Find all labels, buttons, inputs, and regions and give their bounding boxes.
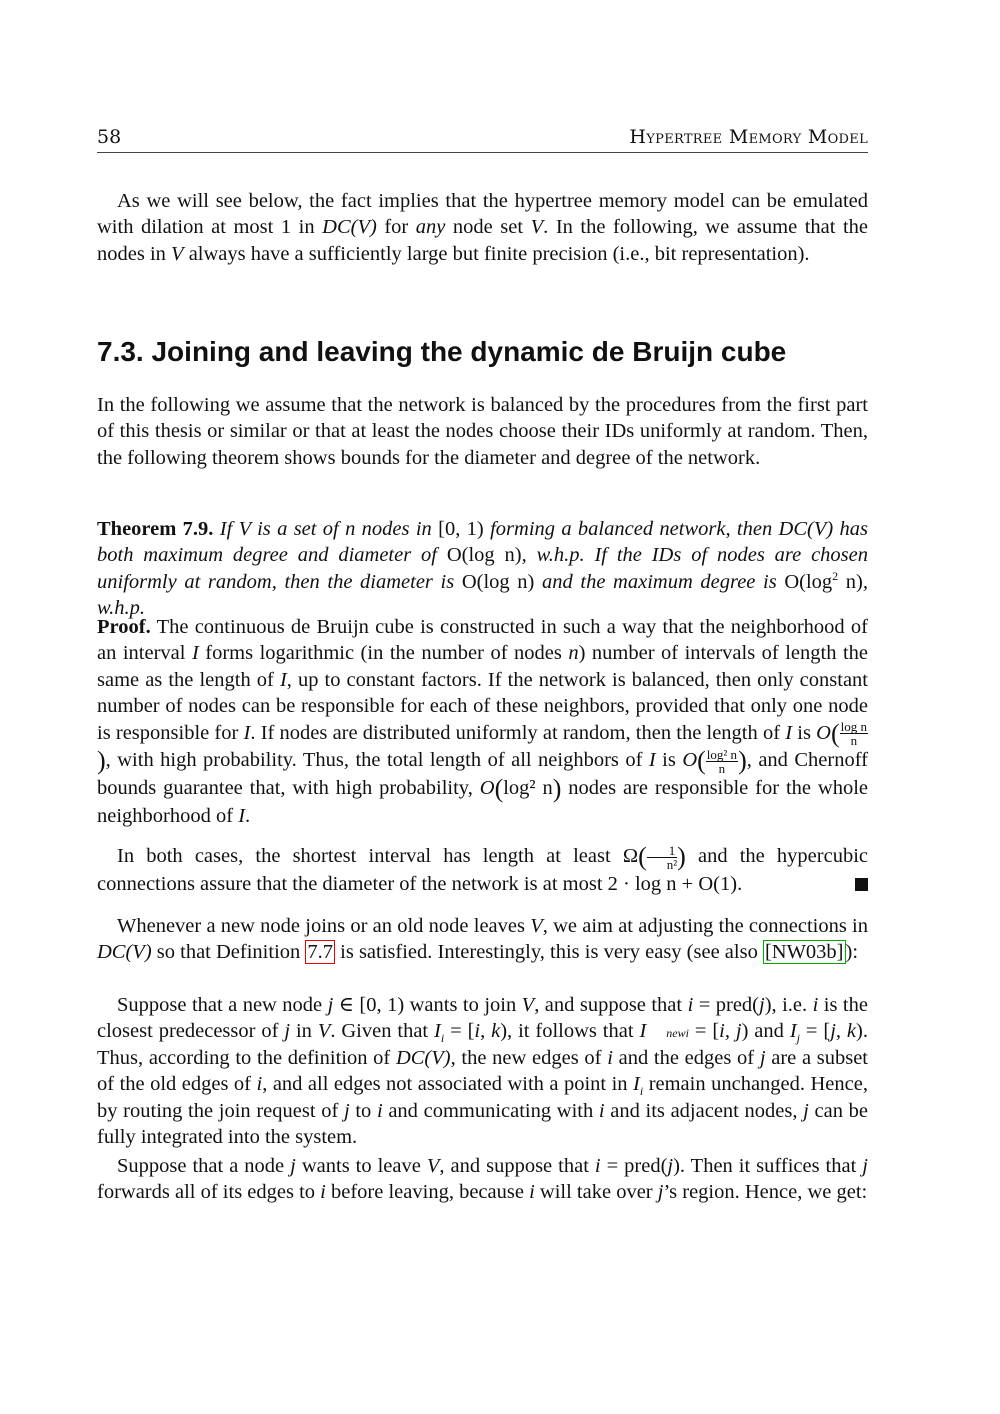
section-title: 7.3. Joining and leaving the dynamic de Bruijn cube <box>97 336 787 367</box>
running-header <box>97 124 868 153</box>
fraction-one-over-n2: $\frac{1}{\text{n²}}$ <box>647 844 677 871</box>
running-title: Hypertree Memory Model <box>629 126 868 148</box>
qed-square-icon <box>855 878 868 891</box>
proof-label: Proof. <box>97 616 151 638</box>
section-paragraph: In the following we assume that the network is balanced by the procedures from the first part of this thesis or similar or that at least the nodes choose their IDs uniformly at random. Then, the following theorem shows bounds for the diameter and degree of the network. <box>97 394 868 469</box>
fraction-log-n-over-n: $\frac{\text{log n}}{n}$ <box>840 719 867 749</box>
proof-second-paragraph: In both cases, the shortest interval has length at least Ω( $\frac{1}{\text{n²}}$ ) and the hypercubic connections assure that the diameter of the network is at most 2 · log n + O(1). <box>97 842 868 895</box>
theorem-7-9: Theorem 7.9. If V is a set of n nodes in [0, 1) forming a balanced network, then DC(V) has both maximum degree and diameter of O(log n), w.h.p. If the IDs of nodes are chosen uniformly at random, then the diameter is O(log n) and the maximum degree is $O(\log^2$ n), w.h.p. <box>97 518 869 620</box>
page-number: 58 <box>97 126 122 148</box>
proof: Proof. The continuous de Bruijn cube is constructed in such a way that the neighborhood of an interval I forms logarithmic (in the number of nodes n) number of intervals of length the same as the length of I, up to constant factors. If the network is balanced, then only constant number of nodes can be responsible for each of these neighbors, provided that only one node is responsible for I. If nodes are distributed uniformly at random, then the length of I is O( $\frac{\text{log n}}{n}$ ), with high probability. Thus, the total length of all neighbors of I is O( $\frac{\text{log² n}}{n}$ ), and Chernoff bounds guarantee that, with high probability, O(log² n) nodes are responsible for the whole neighborhood of I. <box>97 616 869 827</box>
citation-link[interactable]: [NW03b] <box>764 941 844 964</box>
body-paragraph-2: Suppose that a new node j ∈ [0, 1) wants to join V, and suppose that i = pred(j), i.e. i is the closest predecessor of j in V. Given that $I_i = [i$, k), it follows that I newi = [i, j) and $I_j = [j$, k). Thus, according to the definition of DC(V), the new edges of i and the edges of j are a subset of the old edges of i, and all edges not associated with a point in $I_i$ remain unchanged. Hence, by routing the join request of j to i and communicating with i and its adjacent nodes, j can be fully integrated into the system. <box>97 994 869 1149</box>
intro-paragraph: As we will see below, the fact implies that the hypertree memory model can be emulated with dilation at most 1 in DC(V) for any node set V. In the following, we assume that the nodes in V always have a sufficiently large but finite precision (i.e., bit representation). <box>97 190 869 265</box>
theorem-label: Theorem 7.9. <box>97 518 214 540</box>
body-paragraph-1: Whenever a new node joins or an old node leaves V, we aim at adjusting the connections in DC(V) so that Definition 7.7 is satisfied. Interestingly, this is very easy (see also [NW03b]): <box>97 915 868 964</box>
definition-reference-link[interactable]: 7.7 <box>307 941 334 964</box>
body-paragraph-3: Suppose that a node j wants to leave V, and suppose that i = pred(j). Then it suffices that j forwards all of its edges to i before leaving, because i will take over j’s region. Hence, we get: <box>97 1155 868 1204</box>
fraction-log2-n-over-n: $\frac{\text{log² n}}{n}$ <box>706 747 738 777</box>
